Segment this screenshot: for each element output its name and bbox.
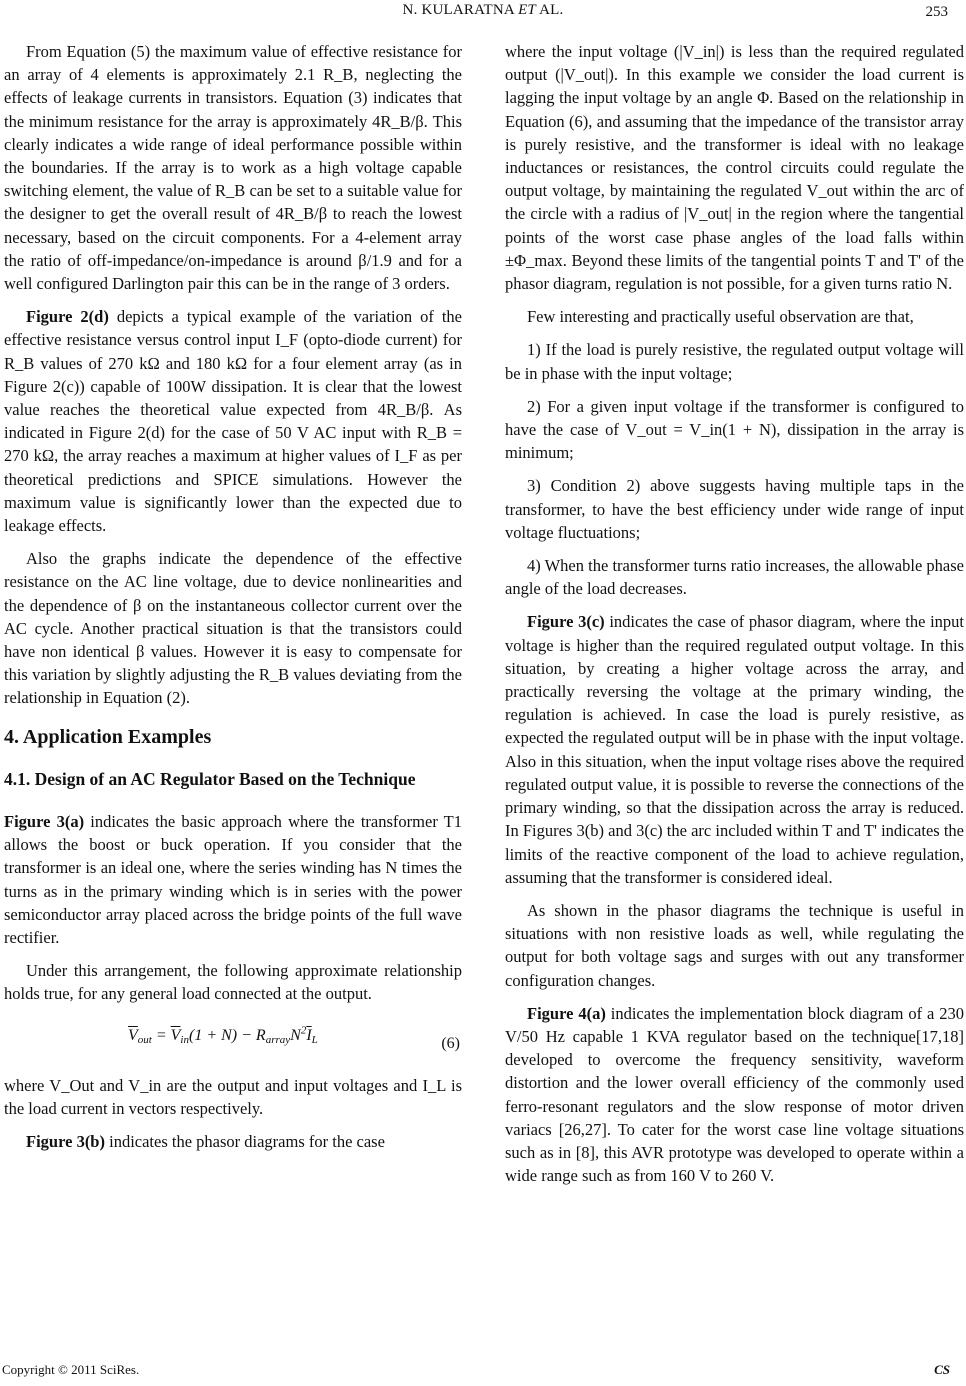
paragraph: Figure 2(d) depicts a typical example of the variation of the effective resistance versus control input I_F (opto-diode current) for R_B values of 270 kΩ and 180 kΩ for a four element array (as in Figure 2(c)) capable of 100W dissipation. It is clear that the lowest value reaches the theoretical value expected from 4R_B/β. As indicated in Figure 2(d) for the case of 50 V AC input with R_B = 270 kΩ, the array reaches a maximum at higher values of I_F as per theoretical predictions and SPICE simulations. However the maximum value is significantly lower than the expected due to leakage effects. — [4, 307, 462, 536]
figure-ref: Figure 2(d) — [26, 307, 109, 327]
paragraph: where the input voltage (|V_in|) is less than the required regulated output (|V_out|). In this example we consider the load current is lagging the input voltage by an angle Φ. Based on the relationship in Equation (6), and assuming that the impedance of the transistor array is purely resistive, and the transformer is ideal with no leakage inductances or resistances, the control circuits could regulate the output voltage, by maintaining the regulated V_out within the arc of the circle with a radius of |V_out| in the region where the tangential points of the worst case phase angles of the load falls within ±Φ_max. Beyond these limits of the tangential points T and T' of the phasor diagram, regulation is not possible, for a given turns ratio N. — [505, 42, 964, 294]
copyright: Copyright © 2011 SciRes. — [2, 1362, 140, 1377]
page-number: 253 — [925, 4, 948, 20]
left-column — [4, 40, 462, 1163]
section-title: 4. Application Examples — [4, 725, 212, 748]
paragraph: Figure 3(b) indicates the phasor diagrams for the case — [26, 1131, 385, 1151]
subsection-title: 4.1. Design of an AC Regulator Based on the Technique — [4, 768, 416, 789]
paragraph: Also the graphs indicate the dependence of the effective resistance on the AC line voltage, due to device nonlinearities and the dependence of β on the instantaneous collector current over the AC cycle. Another practical situation is that the transistors could have non identical β values. However it is easy to compensate for this variation by slightly adjusting the R_B values deviating from the relationship in Equation (2). — [4, 549, 462, 708]
right-column — [505, 40, 964, 1197]
journal-abbrev: CS — [934, 1362, 950, 1377]
list-item: 4) When the transformer turns ratio increases, the allowable phase angle of the load decreases. — [505, 556, 964, 599]
authors-al: AL. — [539, 2, 564, 18]
paragraph: Under this arrangement, the following approximate relationship holds true, for any general load connected at the output. — [4, 961, 462, 1004]
authors-name: N. KULARATNA — [402, 2, 515, 18]
authors-et: ET — [518, 2, 536, 18]
page-header — [0, 2, 966, 24]
equation-body: $\overline{V}_{out} = \overline{V}_{in}(1 + N) - R_{array}N^2\overline{I}_L$ — [128, 1024, 318, 1046]
equation-6 — [4, 1016, 462, 1068]
list-item: 3) Condition 2) above suggests having multiple taps in the transformer, to have the best efficiency under wide range of input voltage fluctuations; — [505, 476, 964, 542]
paragraph: Figure 3(c) indicates the case of phasor diagram, where the input voltage is higher than the required regulated output voltage. In this situation, by creating a higher voltage across the array, and practically reversing the voltage at the primary winding, the regulation is achieved. In case the load is purely resistive, as expected the regulated output will be in phase with the input voltage. Also in this situation, when the input voltage rises above the required regulated output value, it is possible to reverse the connections of the primary winding, so that the dissipation across the array is reduced. In Figures 3(b) and 3(c) the arc included within T and T' indicates the limits of the reactive component of the load to achieve regulation, assuming that the transformer is considered ideal. — [505, 612, 964, 887]
equation-number: (6) — [441, 1034, 460, 1052]
paragraph: where V_Out and V_in are the output and input voltages and I_L is the load current in vectors respectively. — [4, 1075, 462, 1118]
figure-ref: Figure 3(c) — [527, 612, 605, 632]
paragraph: Figure 3(a) indicates the basic approach where the transformer T1 allows the boost or buck operation. If you consider that the transformer is an ideal one, where the series winding has N times the turns as in the primary winding which is in series with the power semiconductor array placed across the bridge points of the full wave rectifier. — [4, 811, 463, 947]
running-head-authors — [0, 2, 966, 19]
list-item: 2) For a given input voltage if the transformer is configured to have the case of V_out = V_in(1 + N), dissipation in the array is minimum; — [505, 396, 964, 463]
figure-ref: Figure 3(a) — [4, 811, 85, 831]
list-item: 1) If the load is purely resistive, the regulated output voltage will be in phase with the input voltage; — [505, 340, 964, 383]
paragraph: From Equation (5) the maximum value of effective resistance for an array of 4 elements is approximately 2.1 R_B, neglecting the effects of leakage currents in transistors. Equation (3) indicates that the minimum resistance for the array is approximately 4R_B/β. This clearly indicates a wide range of ideal performance possible within the boundaries. If the array is to work as a high voltage capable switching element, the value of R_B can be set to a suitable value for the designer to get the overall result of 4R_B/β to reach the lowest necessary, based on the circuit components. For a 4-element array the ratio of off-impedance/on-impedance is around β/1.9 and for a well configured Darlington pair this can be in the range of 3 orders. — [4, 42, 462, 294]
paragraph: Few interesting and practically useful observation are that, — [527, 307, 914, 327]
figure-ref: Figure 3(b) — [26, 1131, 105, 1151]
figure-ref: Figure 4(a) — [527, 1003, 606, 1023]
paragraph: As shown in the phasor diagrams the technique is useful in situations with non resistive loads as well, while regulating the output for both voltage sags and surges with out any transformer configuration changes. — [505, 900, 964, 990]
paragraph: Figure 4(a) indicates the implementation block diagram of a 230 V/50 Hz capable 1 KVA regulator based on the technique[17,18] developed to overcome the frequency sensitivity, waveform distortion and the lower overall efficiency of the commonly used ferro-resonant regulators and the slow response of motor driven variacs [26,27]. To cater for the worst case line voltage situations such as in [8], this AVR prototype was developed to operate within a wide range such as from 160 V to 260 V. — [505, 1003, 964, 1186]
